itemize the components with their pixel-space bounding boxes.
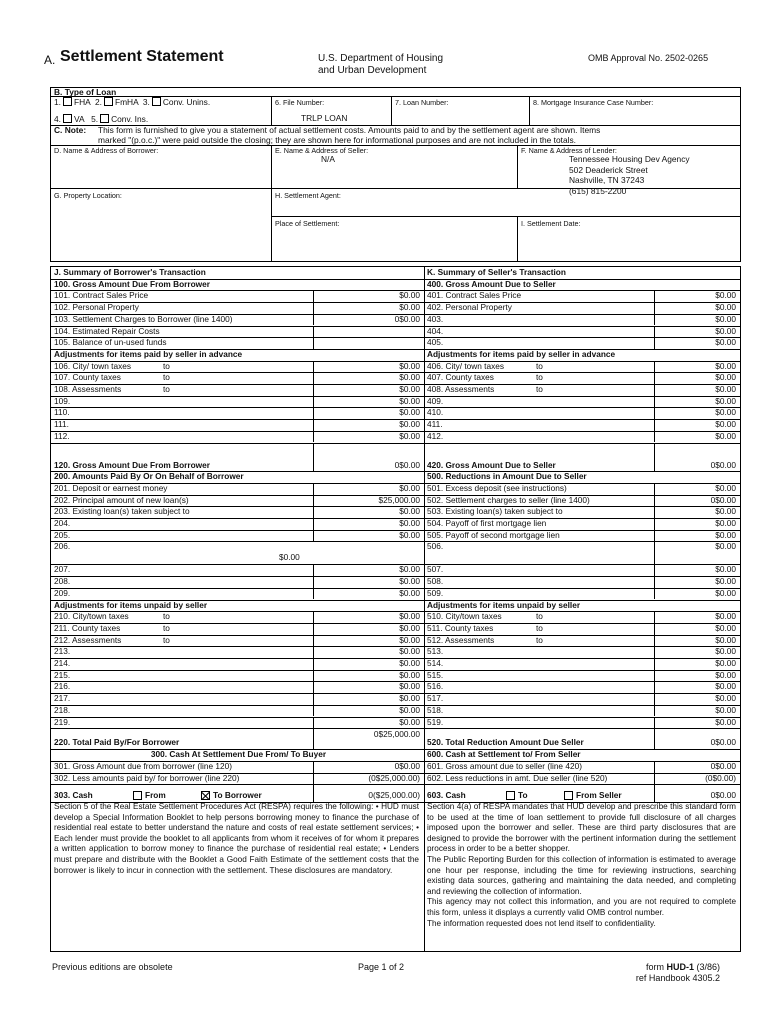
from-seller-label: From Seller [576,790,622,801]
amount-value[interactable]: $0.00 [715,395,736,406]
page-title: Settlement Statement [60,48,224,65]
line-item-label: 505. Payoff of second mortgage lien [427,529,560,540]
form-prefix: form [645,962,664,972]
disclosure-paragraph: This agency may not collect this information, and you are not required to complete this form, unless it displays a currently valid OMB control number. [427,897,736,917]
handbook-ref: ref Handbook 4305.2 [635,973,720,983]
note-block [54,126,740,145]
to-label: to [536,372,543,383]
line-item-label: 212. Assessments [54,634,122,645]
line-item-label: 409. [427,395,444,406]
option-number: 1. [54,97,61,107]
footer-form-id [620,962,720,984]
amount-value[interactable]: $0.00 [399,716,420,727]
omb-approval: OMB Approval No. 2502-0265 [588,53,709,63]
cash-row-label: 303. Cash [54,790,93,801]
amount-value[interactable]: $0.00 [715,290,736,301]
line-item-label: 102. Personal Property [54,302,139,313]
amount-value[interactable]: $0.00 [715,669,736,680]
option-number: 3. [142,97,150,107]
amount-value[interactable]: $0.00 [279,552,300,563]
conv-ins-checkbox[interactable] [100,114,109,123]
gross-due-from-borrower-label: 120. Gross Amount Due From Borrower [54,459,210,470]
line-item-label: 206. [54,541,71,552]
to-label: to [163,611,170,622]
amount-value[interactable]: $0.00 [715,704,736,715]
seller-label: E. Name & Address of Seller: [275,146,369,155]
amount-value[interactable]: $0.00 [715,482,736,493]
amount-value[interactable]: $0.00 [715,518,736,528]
to-borrower-label: To Borrower [213,790,262,801]
line-item-label: 211. County taxes [54,622,121,633]
to-label: to [163,634,170,645]
amount-value[interactable]: $0.00 [715,541,736,552]
amount-value[interactable]: $0.00 [715,693,736,704]
seller-value[interactable]: N/A [321,154,335,164]
line-item-label: 109. [54,395,71,406]
to-label: to [536,360,543,371]
form-name: HUD-1 [666,962,694,972]
amount-value[interactable]: $0.00 [715,622,736,633]
amount-value[interactable]: $0.00 [715,634,736,645]
lender-label: F. Name & Address of Lender: [521,146,617,155]
line-item-label: 408. Assessments [427,384,495,394]
line-item-label: 601. Gross amount due to seller (line 420) [427,760,582,771]
line-item-label: 406. City/ town taxes [427,360,505,371]
seller-summary-title: K. Summary of Seller's Transaction [427,267,566,277]
amount-value[interactable]: (0$0.00) [705,772,736,783]
to-label: to [536,611,543,622]
to-label: to [163,622,170,633]
cash-from-seller-amount[interactable]: 0$0.00 [710,790,736,801]
option-number: 5. [91,114,99,124]
line-item-label: 602. Less reductions in amt. Due seller (line 520) [427,772,608,783]
note-line-2: marked "(p.o.c.)" were paid outside the closing; they are shown here for informational purposes and are not included in the totals. [98,134,577,145]
amount-value[interactable]: $0.00 [399,302,420,313]
line-item-label: 502. Settlement charges to seller (line 1400) [427,494,590,505]
settlement-agent-label: H. Settlement Agent: [275,191,341,200]
form-header [44,46,734,82]
line-item-label: 516. [427,681,444,692]
amount-value[interactable]: $0.00 [399,704,420,715]
line-item-label: 518. [427,704,444,715]
line-item-label: 106. City/ town taxes [54,360,132,371]
line-item-label: 501. Excess deposit (see instructions) [427,482,567,493]
place-of-settlement-label: Place of Settlement: [275,219,340,228]
to-label: to [163,360,170,371]
line-item-label: 511. County taxes [427,622,494,633]
from-label: From [145,790,166,801]
settlement-date-label: I. Settlement Date: [521,219,581,228]
line-item-label: 208. [54,576,71,587]
from-seller-checkbox[interactable] [564,791,573,800]
line-item-label: 205. [54,529,71,540]
line-item-label: 510. City/town taxes [427,611,502,622]
respa-disclosure-borrower: Section 5 of the Real Estate Settlement Procedures Act (RESPA) requires the following: • HUD must develop a Special Information Booklet to help persons borrowing money to finance the purchase of residential real estate to better understand the nature and costs of real estate settlement services; • Each lender must provide the booklet to all applicants from whom it receives of for whom it prepares a written application to borrow money to finance the purchase of residential real estate; • Lenders must prepare and distribute with the Booklet a Good Faith Estimate of the settlement costs that the borrower is likely to incur in connection with the settlement. These disclosures are mandatory. [54,802,419,875]
line-item-label: 519. [427,716,444,727]
total-paid-by-borrower-amount[interactable]: 0$25,000.00 [373,729,420,740]
line-item-label: 509. [427,587,444,598]
amount-value[interactable]: $0.00 [715,337,736,348]
amount-value[interactable]: $0.00 [715,646,736,657]
amount-value[interactable]: $0.00 [399,482,420,493]
line-item-label: 503. Existing loan(s) taken subject to [427,506,563,517]
amount-value[interactable]: $0.00 [399,290,420,301]
lender-line: Tennessee Housing Dev Agency [569,154,690,164]
line-item-label: 210. City/town taxes [54,611,129,622]
note-line-1: This form is furnished to give you a statement of actual settlement costs. Amounts paid to and by the settlement agent are shown. Items [98,125,601,135]
amount-value[interactable]: $0.00 [715,587,736,598]
fmha-checkbox[interactable] [104,97,113,106]
line-item-label: 515. [427,669,444,680]
line-item-label: Adjustments for items paid by seller in advance [54,348,243,359]
line-item-label: 411. [427,419,443,430]
amount-value[interactable]: $25,000.00 [378,494,420,505]
disclosure-paragraph: The Public Reporting Burden for this collection of information is estimated to average one hour per response, including the time for reviewing instructions, searching existing data sources, gathering and maintaining the data needed, and completing and reviewing the collection of information. [427,854,736,896]
amount-value[interactable] [315,326,420,338]
amount-value[interactable]: $0.00 [399,506,420,517]
borrower-label: D. Name & Address of Borrower: [54,146,159,155]
amount-value[interactable]: $0.00 [715,564,736,575]
property-location-label: G. Property Location: [54,191,122,200]
amount-value[interactable]: $0.00 [715,529,736,540]
line-item-label: 105. Balance of un-used funds [54,337,167,348]
amount-value[interactable]: 0$0.00 [710,494,736,505]
to-label: to [163,372,170,383]
line-item-label: 302. Less amounts paid by/ for borrower (line 220) [54,772,240,783]
line-item-label: Adjustments for items unpaid by seller [54,599,208,610]
fha-checkbox[interactable] [63,97,72,106]
transaction-summary-table [50,266,741,952]
line-item-label: 207. [54,564,71,575]
line-item-label: Adjustments for items unpaid by seller [427,599,581,610]
line-item-label: 108. Assessments [54,384,122,394]
total-reduction-seller-label: 520. Total Reduction Amount Due Seller [427,737,584,748]
line-item-label: 111. [54,419,69,430]
line-item-label: 200. Amounts Paid By Or On Behalf of Borrower [54,471,244,482]
loan-number-label: 7. Loan Number: [395,98,449,107]
loan-type-options-row2 [54,114,148,124]
line-item-label: 401. Contract Sales Price [427,290,522,301]
amount-value[interactable]: $0.00 [715,302,736,313]
amount-value[interactable]: $0.00 [399,384,420,394]
amount-value[interactable]: $0.00 [715,384,736,394]
line-item-label: 500. Reductions in Amount Due to Seller [427,471,587,482]
to-label: To [518,790,528,801]
amount-value[interactable] [315,337,420,349]
footer-obsolete-note: Previous editions are obsolete [52,962,173,972]
amount-value[interactable]: $0.00 [399,360,420,371]
line-item-label: 201. Deposit or earnest money [54,482,168,493]
total-reduction-seller-amount[interactable]: 0$0.00 [710,737,736,748]
amount-value[interactable]: $0.00 [399,587,420,598]
line-item-label: 110. [54,407,70,418]
line-item-label: 101. Contract Sales Price [54,290,149,301]
amount-value[interactable]: $0.00 [715,430,736,441]
line-item-label: 517. [427,693,444,704]
cash-row-label: 603. Cash [427,790,466,801]
line-item-label: 507. [427,564,444,575]
amount-value[interactable]: $0.00 [399,529,420,540]
amount-value[interactable]: $0.00 [715,372,736,383]
amount-value[interactable]: $0.00 [399,622,420,633]
line-item-label: 508. [427,576,444,587]
amount-value[interactable]: $0.00 [399,658,420,668]
amount-value[interactable]: $0.00 [715,658,736,668]
section-letter: A. [44,53,56,67]
loan-type-heading: B. Type of Loan [54,87,117,97]
line-item-label: 218. [54,704,71,715]
disclosure-paragraph: The information requested does not lend itself to confidentiality. [427,918,656,928]
line-item-label: 209. [54,587,71,598]
line-item-label: 104. Estimated Repair Costs [54,325,160,336]
respa-disclosure-seller [427,802,736,929]
conv-ins-label: Conv. Ins. [111,114,149,124]
note-label: C. Note: [54,125,87,135]
line-item-label: 107. County taxes [54,372,121,383]
lender-address[interactable] [569,154,690,196]
amount-value[interactable]: 0$0.00 [394,760,420,771]
gross-due-to-seller-amount[interactable]: 0$0.00 [710,459,736,470]
amount-value[interactable]: 0$0.00 [394,313,420,324]
line-item-label: 513. [427,646,444,657]
loan-info-block [50,87,741,262]
conv-unins-checkbox[interactable] [152,97,161,106]
amount-value[interactable]: $0.00 [399,395,420,406]
amount-value[interactable]: $0.00 [399,693,420,704]
footer-page-number: Page 1 of 2 [358,962,405,972]
amount-value[interactable]: $0.00 [399,611,420,622]
fmha-label: FmHA [114,97,139,107]
line-item-label: 112. [54,430,70,441]
to-label: to [536,622,543,633]
amount-value[interactable]: $0.00 [715,360,736,371]
borrower-summary-title: J. Summary of Borrower's Transaction [54,267,206,277]
amount-value[interactable]: $0.00 [399,634,420,645]
line-item-label: 215. [54,669,71,680]
amount-value[interactable]: 0$0.00 [710,760,736,771]
amount-value[interactable]: (0$25,000.00) [368,772,420,783]
lender-line: 502 Deaderick Street [569,164,648,175]
line-item-label: 407. County taxes [427,372,494,383]
va-checkbox[interactable] [63,114,72,123]
amount-value[interactable]: $0.00 [399,419,420,430]
line-item-label: 203. Existing loan(s) taken subject to [54,506,190,517]
line-item-label: 217. [54,693,71,704]
lender-line: Nashville, TN 37243 [569,175,645,185]
to-label: to [163,384,170,394]
amount-value[interactable]: $0.00 [715,419,736,430]
line-item-label: 403. [427,313,444,324]
line-item-label: 506. [427,541,444,552]
option-number: 4. [54,114,61,124]
amount-value[interactable]: $0.00 [399,372,420,383]
to-label: to [536,634,543,645]
line-item-label: 214. [54,658,71,668]
total-paid-by-borrower-label: 220. Total Paid By/For Borrower [54,737,180,748]
amount-value[interactable]: $0.00 [715,716,736,727]
line-item-label: 202. Principal amount of new loan(s) [54,494,189,505]
amount-value[interactable]: $0.00 [715,611,736,622]
from-borrower-checkbox[interactable] [133,791,142,800]
line-item-label: 514. [427,658,444,668]
lender-line: (615) 815-2200 [569,185,627,196]
line-item-label: 213. [54,646,71,657]
amount-value[interactable]: $0.00 [715,681,736,692]
line-item-label: 400. Gross Amount Due to Seller [427,278,556,289]
amount-value[interactable]: $0.00 [399,646,420,657]
gross-due-from-borrower-amount[interactable]: 0$0.00 [394,459,420,470]
line-item-label: 103. Settlement Charges to Borrower (line 1400) [54,313,233,324]
amount-value[interactable]: $0.00 [715,407,736,418]
amount-value[interactable]: $0.00 [399,669,420,680]
line-item-label: 405. [427,337,444,348]
conv-unins-label: Conv. Unins. [162,97,211,107]
department-line-2: and Urban Development [318,65,427,76]
amount-value[interactable]: $0.00 [715,506,736,517]
line-item-label: 404. [427,325,444,336]
line-item-label: Adjustments for items paid by seller in advance [427,348,616,359]
mortgage-insurance-label: 8. Mortgage Insurance Case Number: [533,98,654,107]
line-item-label: 300. Cash At Settlement Due From/ To Buyer [150,749,327,760]
option-number: 2. [94,97,102,107]
amount-value[interactable]: $0.00 [399,407,420,418]
form-date: (3/86) [696,962,720,972]
line-item-label: 412. [427,430,444,441]
line-item-label: 410. [427,407,444,418]
cash-to-borrower-amount[interactable]: 0($25,000.00) [368,790,420,801]
to-label: to [536,384,543,394]
to-seller-checkbox[interactable] [506,791,515,800]
va-label: VA [74,114,85,124]
line-item-label: 600. Cash at Settlement to/ From Seller [427,749,581,760]
loan-type-options-row1 [54,97,210,107]
line-item-label: 100. Gross Amount Due From Borrower [54,278,210,289]
line-item-label: 219. [54,716,71,727]
amount-value[interactable]: $0.00 [715,313,736,324]
amount-value[interactable]: $0.00 [399,518,420,528]
line-item-label: 301. Gross Amount due from borrower (line 120) [54,760,233,771]
amount-value[interactable]: $0.00 [399,564,420,575]
amount-value[interactable]: $0.00 [399,576,420,587]
line-item-label: 512. Assessments [427,634,495,645]
fha-label: FHA [74,97,91,107]
to-borrower-checkbox[interactable] [201,791,210,800]
department-line-1: U.S. Department of Housing [318,53,444,64]
line-item-label: 204. [54,518,71,528]
gross-due-to-seller-label: 420. Gross Amount Due to Seller [427,459,556,470]
amount-value[interactable]: $0.00 [399,430,420,441]
line-item-label: 402. Personal Property [427,302,512,313]
loan-value[interactable]: TRLP LOAN [301,113,348,123]
line-item-label: 504. Payoff of first mortgage lien [427,518,547,528]
disclosure-paragraph: Section 4(a) of RESPA mandates that HUD develop and prescribe this standard form to be used at the time of loan settlement to provide full disclosure of all charges imposed upon the borrower and seller. These are third party disclosures that are designed to provide the borrower with the pertinent information during the settlement process in order to be a better shopper. [427,802,736,854]
amount-value[interactable]: $0.00 [715,576,736,587]
file-number-label: 6. File Number: [275,98,325,107]
line-item-label: 216. [54,681,71,692]
amount-value[interactable]: $0.00 [715,325,736,336]
amount-value[interactable]: $0.00 [399,681,420,692]
